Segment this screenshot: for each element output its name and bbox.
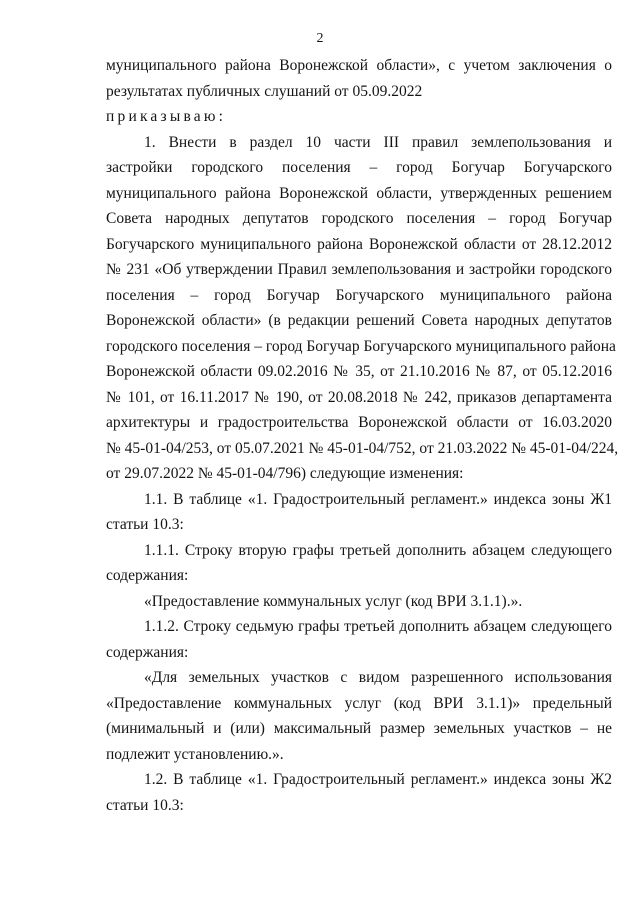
page-number: 2 [316,31,324,46]
text-line: муниципального района Воронежской области», с учетом заключения о [106,57,612,74]
text-line: подлежит установлению.». [106,745,284,763]
text-line: Богучарского муниципального района Воронежской области от 28.12.2012 [106,235,612,253]
paragraph-item-1 [106,130,619,487]
paragraph-quote-2 [106,665,612,767]
paragraph-item-1-2 [106,767,612,818]
paragraph-intro [106,53,612,104]
text-line: городского поселения – город Богучар Богучарского муниципального района [106,337,616,355]
text-line: архитектуры и градостроительства Воронежской области от 16.03.2020 [106,414,612,431]
text-line: № 45-01-04/253, от 05.07.2021 № 45-01-04/752, от 21.03.2022 № 45-01-04/224, [106,439,619,457]
paragraph-order [106,104,612,130]
text-line: содержания: [106,643,189,661]
text-line: Воронежской области 09.02.2016 № 35, от 21.10.2016 № 87, от 05.12.2016 [106,363,612,380]
text-line: (минимальный и (или) максимальный размер земельных участков – не [106,720,612,737]
document-body [106,53,619,818]
text-line: статьи 10.3: [106,516,184,533]
text-line: муниципального района Воронежской области, утвержденных решением [106,184,612,202]
text-line: «Для земельных участков с видом разрешенного использования [144,669,612,686]
text-line: содержания: [106,567,189,584]
text-line: поселения – город Богучар Богучарского муниципального района [106,286,612,304]
text-line: статьи 10.3: [106,796,184,814]
text-line: 1.1.2. Строку седьмую графы третьей дополнить абзацем следующего [144,618,612,635]
text-line: 1.1. В таблице «1. Градостроительный регламент.» индекса зоны Ж1 [144,490,612,508]
paragraph-item-1-1-2 [106,614,612,665]
paragraph-item-1-1-1 [106,538,612,589]
text-line: № 101, от 16.11.2017 № 190, от 20.08.2018 № 242, приказов департамента [106,388,612,406]
text-line: Воронежской области» (в редакции решений Совета народных депутатов [106,312,612,329]
text-line: 1.2. В таблице «1. Градостроительный регламент.» индекса зоны Ж2 [144,771,612,788]
paragraph-quote-1 [106,589,612,615]
text-line: «Предоставление коммунальных услуг (код ВРИ 3.1.1).». [144,592,523,610]
text-line: 1. Внести в раздел 10 части III правил землепользования и [144,133,612,151]
text-line: 1.1.1. Строку вторую графы третьей дополнить абзацем следующего [144,541,612,559]
text-line: результатах публичных слушаний от 05.09.2022 [106,82,423,100]
text-line: «Предоставление коммунальных услуг (код ВРИ 3.1.1)» предельный [106,694,612,712]
text-line: застройки городского поселения – город Богучар Богучарского [106,159,612,176]
text-line: от 29.07.2022 № 45-01-04/796) следующие изменения: [106,465,464,482]
order-word: приказываю: [106,108,227,125]
paragraph-item-1-1 [106,487,612,538]
text-line: Совета народных депутатов городского поселения – город Богучар [106,210,612,227]
text-line: № 231 «Об утверждении Правил землепользования и застройки городского [106,261,612,278]
